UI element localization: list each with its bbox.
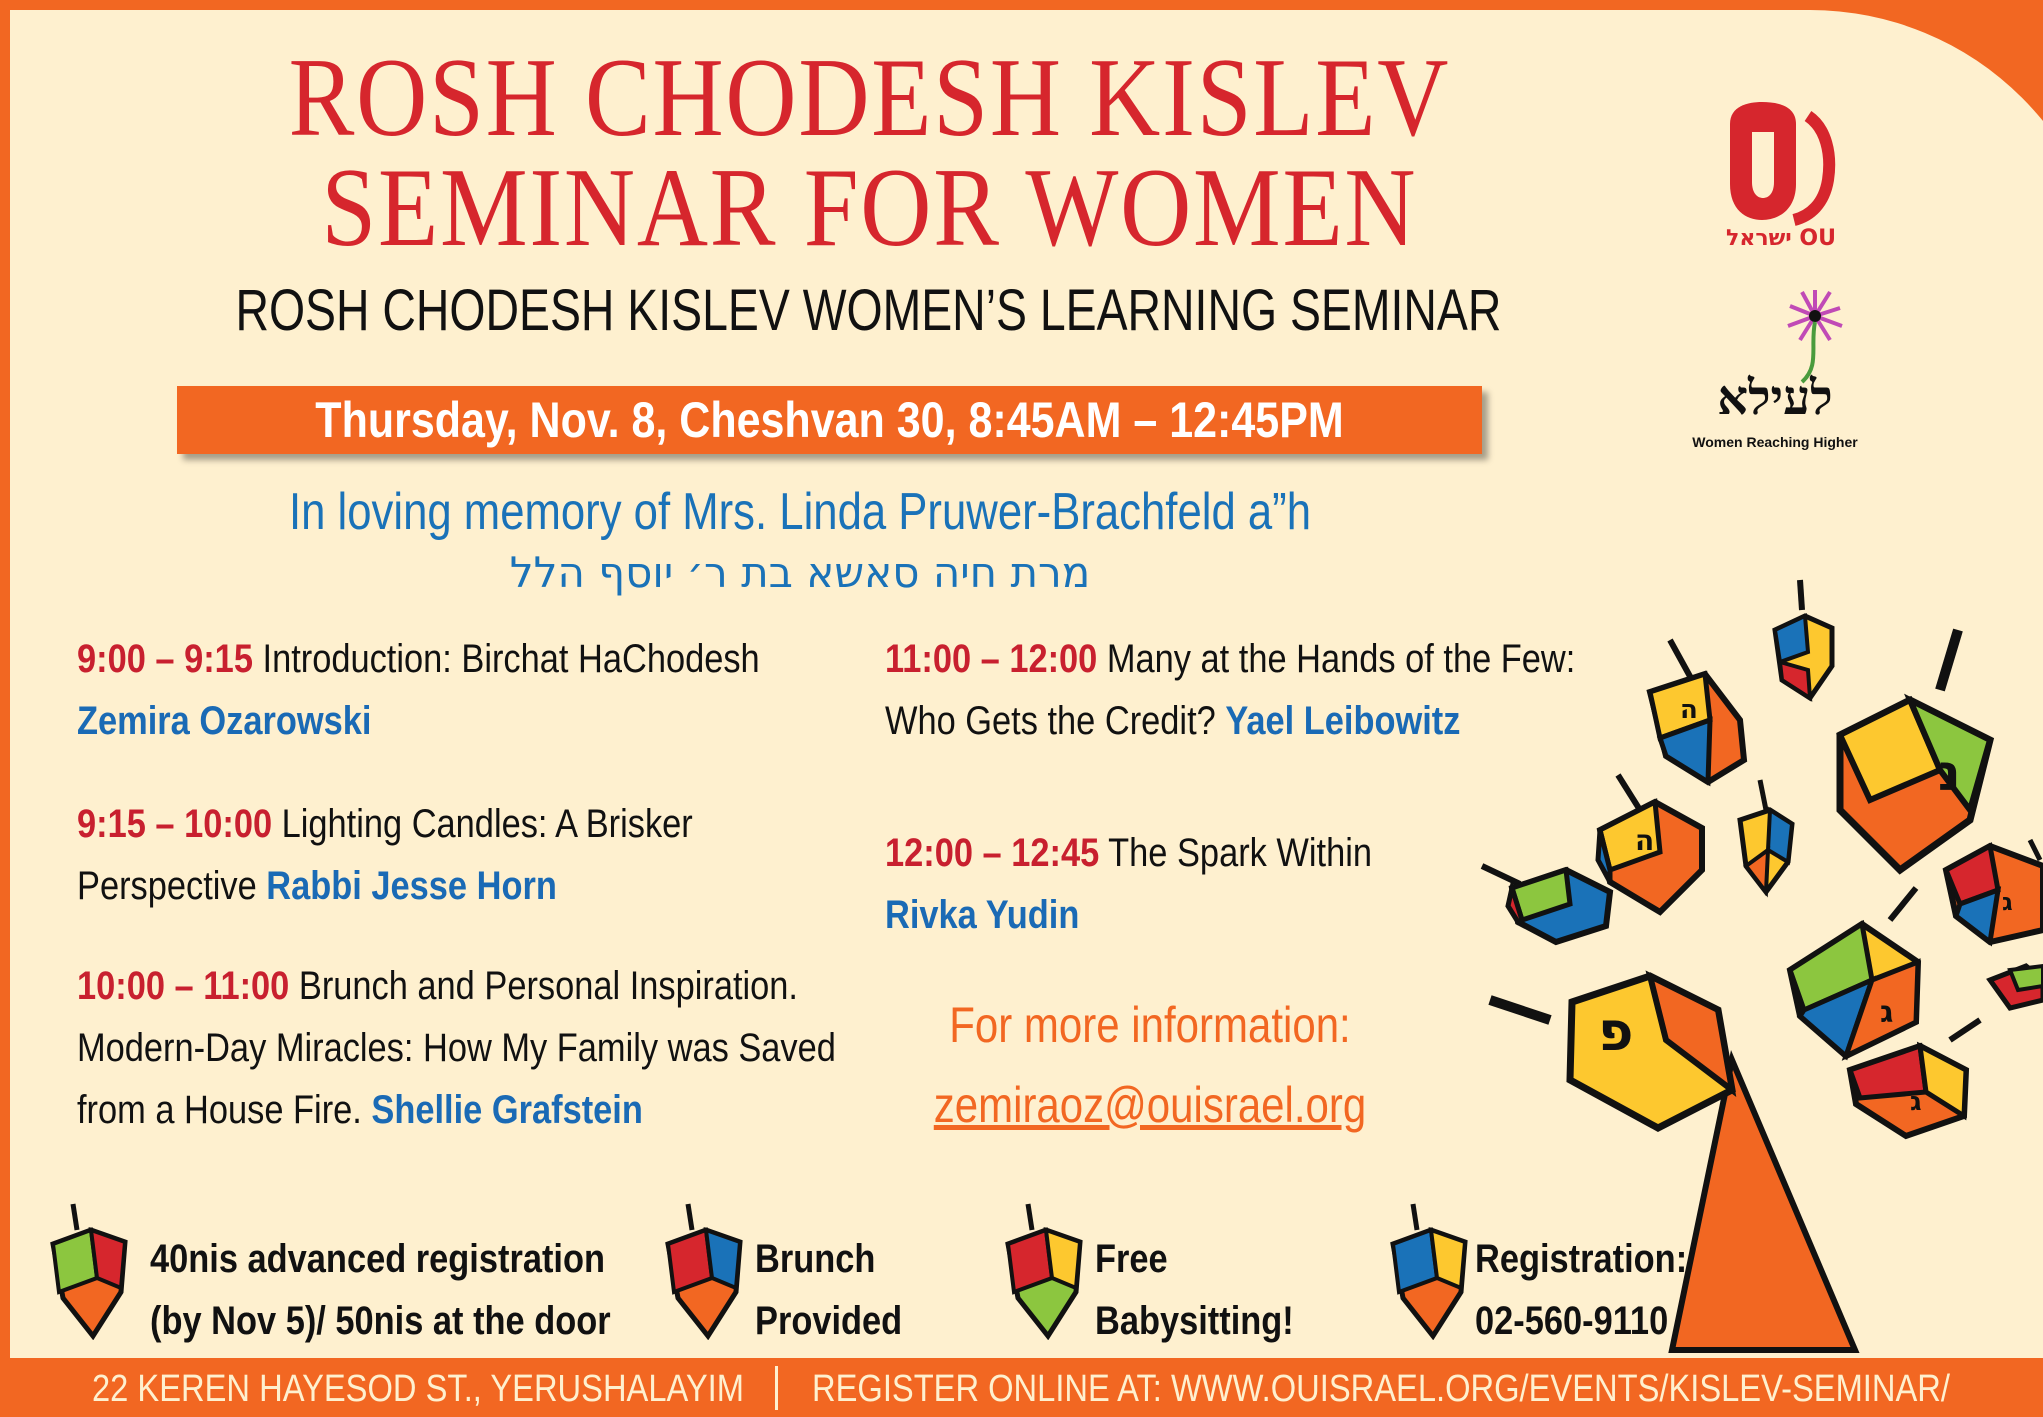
layla-logo-hebrew: לעילא [1717, 370, 1833, 426]
session-title-cont: Perspective [77, 864, 267, 908]
svg-text:ה: ה [1635, 824, 1655, 857]
session-speaker: Yael Leibowitz [1225, 699, 1461, 743]
session-title: Brunch and Personal Inspiration. [289, 964, 798, 1008]
session-title-cont: Modern-Day Miracles: How My Family was Saved [77, 1026, 836, 1070]
layla-logo-tagline: Women Reaching Higher [1692, 434, 1858, 450]
svg-text:נ: נ [1938, 744, 1961, 802]
svg-text:ג: ג [1910, 1087, 1922, 1117]
session-speaker: Zemira Ozarowski [77, 699, 372, 743]
feature-registration-price [150, 1228, 611, 1352]
title-line-1: ROSH CHODESH KISLEV [288, 36, 1451, 160]
session-title: The Spark Within [1099, 831, 1372, 875]
footer-address: 22 KEREN HAYESOD ST., YERUSHALAYIM [92, 1368, 745, 1410]
memorial-hebrew: מרת חיה סאשא בת ר׳ יוסף הלל [509, 548, 1091, 597]
svg-text:ג: ג [2002, 888, 2013, 916]
date-banner-text: Thursday, Nov. 8, Cheshvan 30, 8:45AM – 12:45PM [315, 392, 1344, 448]
dreidel-tree-illustration [1470, 570, 2043, 1360]
session-5 [885, 822, 1372, 946]
session-title: Lighting Candles: A Brisker [272, 802, 693, 846]
session-title: Many at the Hands of the Few: [1097, 637, 1576, 681]
feature-line: 02-560-9110 [1475, 1299, 1669, 1343]
info-label: For more information: [949, 997, 1351, 1053]
dreidel-icon [660, 1200, 750, 1340]
svg-text:ג: ג [1880, 995, 1894, 1030]
session-time: 11:00 – 12:00 [885, 637, 1098, 681]
session-time: 10:00 – 11:00 [77, 964, 290, 1008]
session-time: 9:00 – 9:15 [77, 637, 253, 681]
svg-text:ה: ה [1680, 695, 1698, 725]
feature-line: Free [1095, 1237, 1168, 1281]
feature-line: Babysitting! [1095, 1299, 1294, 1343]
svg-text:פ: פ [1598, 1000, 1634, 1063]
footer-divider [775, 1366, 778, 1410]
info-email-link[interactable]: zemiraoz@ouisrael.org [933, 1077, 1367, 1133]
session-speaker: Rabbi Jesse Horn [266, 864, 557, 908]
session-title: Introduction: Birchat HaChodesh [252, 637, 760, 681]
session-3 [77, 955, 836, 1141]
date-banner [177, 386, 1482, 454]
dreidel-icon [1385, 1200, 1475, 1340]
session-time: 9:15 – 10:00 [77, 802, 273, 846]
session-2 [77, 793, 693, 917]
feature-line: Registration: [1475, 1237, 1688, 1281]
memorial-english: In loving memory of Mrs. Linda Pruwer-Brachfeld a”h [288, 483, 1312, 541]
dreidel-small-top [1775, 616, 1832, 698]
feature-line: Provided [755, 1299, 903, 1343]
session-time: 12:00 – 12:45 [885, 831, 1100, 875]
ou-logo-caption: OU ישראל [1726, 226, 1836, 251]
subtitle: ROSH CHODESH KISLEV WOMEN’S LEARNING SEMINAR [235, 278, 1502, 343]
footer-bar [0, 1358, 2043, 1417]
dreidel-icon [45, 1200, 135, 1340]
session-title-cont: Who Gets the Credit? [885, 699, 1226, 743]
session-speaker: Rivka Yudin [885, 893, 1080, 937]
feature-line: Brunch [755, 1237, 876, 1281]
footer-register-link[interactable]: REGISTER ONLINE AT: WWW.OUISRAEL.ORG/EVENTS/KISLEV-SEMINAR/ [812, 1368, 1950, 1410]
feature-babysitting [1095, 1228, 1294, 1352]
title-line-2: SEMINAR FOR WOMEN [321, 146, 1418, 270]
session-1 [77, 628, 760, 752]
feature-line: (by Nov 5)/ 50nis at the door [150, 1299, 611, 1343]
session-speaker: Shellie Grafstein [371, 1088, 643, 1132]
feature-brunch [755, 1228, 902, 1352]
ou-logo-icon [1716, 98, 1846, 226]
dreidel-icon [1000, 1200, 1090, 1340]
session-title-cont: from a House Fire. [77, 1088, 372, 1132]
feature-line: 40nis advanced registration [150, 1237, 606, 1281]
